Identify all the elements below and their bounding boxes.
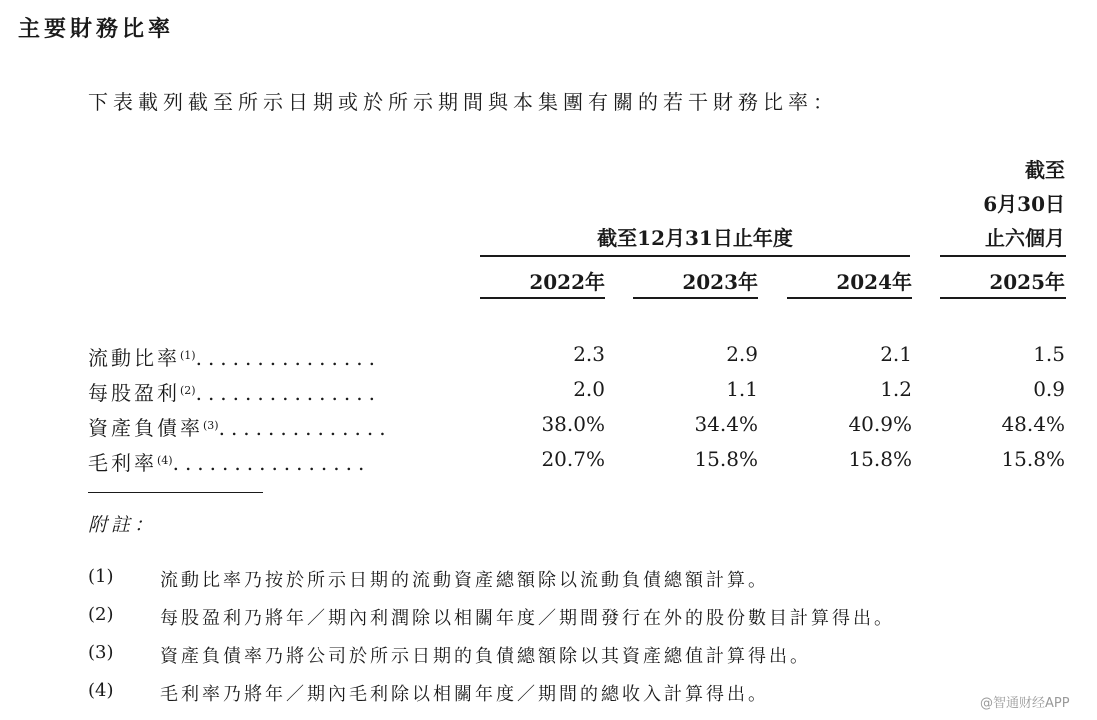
note-ref: (2) xyxy=(180,384,196,397)
row-label-gross-margin: 毛利率$^{(4)}$................ xyxy=(88,451,371,475)
fy-group-rule xyxy=(480,255,910,257)
year-header-2025: 2025年 xyxy=(989,270,1065,294)
table-cell: 38.0% xyxy=(541,412,605,436)
note-text: 資產負債率乃將公司於所示日期的負債總額除以其資產總值計算得出。 xyxy=(160,646,811,667)
year-rule-2025 xyxy=(940,297,1066,299)
table-cell: 34.4% xyxy=(694,412,758,436)
table-cell: 2.9 xyxy=(726,342,758,366)
table-cell: 15.8% xyxy=(694,447,758,471)
note-number: (3) xyxy=(88,642,114,663)
note-ref: (4) xyxy=(157,454,173,467)
year-rule-2022 xyxy=(480,297,605,299)
table-cell: 1.1 xyxy=(726,377,758,401)
year-header-2024: 2024年 xyxy=(836,270,912,294)
note-text: 流動比率乃按於所示日期的流動資產總額除以流動負債總額計算。 xyxy=(160,570,769,591)
table-cell: 40.9% xyxy=(848,412,912,436)
table-cell: 1.2 xyxy=(880,377,912,401)
section-heading: 主要財務比率 xyxy=(18,16,175,42)
note-text: 毛利率乃將年／期內毛利除以相關年度／期間的總收入計算得出。 xyxy=(160,684,769,705)
table-cell: 15.8% xyxy=(1001,447,1065,471)
table-cell: 15.8% xyxy=(848,447,912,471)
note-ref: (3) xyxy=(203,419,219,432)
table-cell: 2.0 xyxy=(573,377,605,401)
note-ref: (1) xyxy=(180,349,196,362)
hy-group-rule xyxy=(940,255,1066,257)
hy-header-line3: 止六個月 xyxy=(985,226,1065,250)
year-header-2023: 2023年 xyxy=(682,270,758,294)
table-cell: 20.7% xyxy=(541,447,605,471)
table-cell: 0.9 xyxy=(1033,377,1065,401)
table-cell: 1.5 xyxy=(1033,342,1065,366)
year-header-2022: 2022年 xyxy=(529,270,605,294)
intro-text: 下表載列截至所示日期或於所示期間與本集團有關的若干財務比率： xyxy=(88,90,838,114)
note-number: (4) xyxy=(88,680,114,701)
row-label-gearing-ratio: 資產負債率$^{(3)}$.............. xyxy=(88,416,392,440)
note-number: (1) xyxy=(88,566,114,587)
row-label-eps: 每股盈利$^{(2)}$............... xyxy=(88,381,381,405)
hy-header-line2: 6月30日 xyxy=(983,192,1065,216)
note-text: 每股盈利乃將年／期內利潤除以相關年度／期間發行在外的股份數目計算得出。 xyxy=(160,608,895,629)
fy-group-header: 截至12月31日止年度 xyxy=(597,226,793,250)
row-label-current-ratio: 流動比率$^{(1)}$............... xyxy=(88,346,381,370)
note-number: (2) xyxy=(88,604,114,625)
year-rule-2024 xyxy=(787,297,912,299)
hy-header-line1: 截至 xyxy=(1025,158,1065,182)
table-cell: 2.1 xyxy=(880,342,912,366)
watermark: @智通财经APP xyxy=(980,696,1070,711)
table-cell: 48.4% xyxy=(1001,412,1065,436)
year-rule-2023 xyxy=(633,297,758,299)
table-cell: 2.3 xyxy=(573,342,605,366)
notes-divider xyxy=(88,492,263,493)
notes-title: 附註： xyxy=(88,514,158,536)
